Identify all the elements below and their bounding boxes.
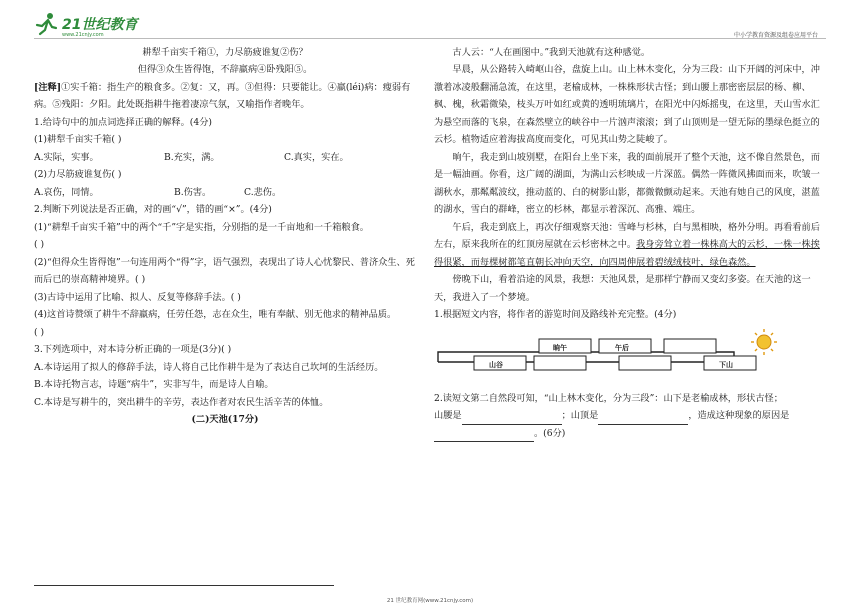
poem-line-1: 耕犁千亩实千箱①，力尽筋疲谁复②伤？: [142, 47, 308, 58]
question-1-2-options: [34, 184, 416, 201]
q2-label-top: ；山顶是: [561, 410, 599, 422]
paragraph-4-text: 午后，我走到底上，再次仔细观察天池：雪峰与杉林，白与黑相映，格外分明。再看看前后左右，原来我所在的红顶房屋就在云杉密林之中。: [434, 221, 820, 251]
q2-label-waist: 山腰是: [434, 410, 462, 422]
page-footer: 21 世纪教育网(www.21cnjy.com): [386, 598, 474, 604]
answer-blank-waist[interactable]: [462, 414, 562, 425]
section-title: (二)天池(17分): [191, 414, 259, 426]
right-column: [434, 44, 828, 442]
option-b: B.充实，满。: [164, 151, 220, 163]
question-2-4: (4)这首诗赞颂了耕牛不辞羸病，任劳任怨，志在众生，唯有奉献、别无他求的精神品质。: [34, 309, 397, 321]
paragraph-5: 傍晚下山，看着沿途的风景，我想：天池风景，是那样宁静而又变幻多姿。在天池的这一天，我进入了一个梦境。: [434, 274, 811, 303]
question-1-1: (1)耕犁千亩实千箱( ): [34, 134, 122, 146]
question-2-4-answer: ( ): [34, 326, 45, 338]
option-a: A.实际，实事。: [34, 151, 99, 163]
option-b: B.伤害。: [174, 186, 212, 198]
header-divider: [34, 38, 826, 39]
option-c: C.真实，实在。: [284, 151, 349, 163]
paragraph-2: 早晨，从公路转入崎岖山谷，盘旋上山。山上林木变化，分为三段：山下开阔的河床中，冲激着冰凌般翻涌急流，在这里，老榆成林，一株株形状古怪；到山腰上那密密层层的杨、柳、枫、槐，秋霜微染，枝头万叶如红或黄的透明琉璃片，在阳光中闪烁摇曳，在这里，天山雪水汇为悬空而落的飞泉，在森然壁立的峡谷中一片汹声滚滚；到了山顶则是一望无际的墨绿色挺立的云杉。植物适应着海拔高度而变化，可见其山势之陡峻了。: [434, 64, 820, 146]
answer-blank-reason[interactable]: [434, 431, 534, 442]
route-path-diagram: [434, 326, 828, 386]
route-label-valley: 山谷: [489, 360, 503, 369]
paragraph-1: 古人云：“人在画图中。”我到天池就有这种感觉。: [452, 47, 651, 58]
left-column: [34, 44, 416, 429]
poem-line-2: 但得③众生皆得饱，不辞羸病④卧残阳⑤。: [137, 64, 313, 76]
reading-question-2-blanks: [434, 407, 828, 424]
option-a: A.哀伤，同情。: [34, 186, 99, 198]
question-2-1-answer: ( ): [34, 239, 45, 251]
logo-subtext: www.21cnjy.com: [62, 32, 104, 38]
reading-question-1: 1.根据短文内容，将作者的游览时间及路线补充完整。(4分): [434, 309, 677, 321]
notes: [34, 79, 416, 114]
question-1-1-options: [34, 149, 416, 166]
question-2-1: (1)“耕犁千亩实千箱”中的两个“千”字是实指，分别指的是一千亩地和一千箱粮食。: [34, 221, 369, 233]
paragraph-4: [434, 219, 828, 271]
option-c: C.悲伤。: [244, 186, 282, 198]
q2-score: 。(6分): [534, 427, 566, 439]
question-1: 1.给诗句中的加点词选择正确的解释。(4分): [34, 116, 212, 128]
underlined-sentence: 我身旁耸立着一株株高大的云杉，一株一株挨得很紧，而每棵树都笔直朝长冲向天空，向四周伸展着碧绒绒枝叶，绿色森然。: [434, 239, 820, 268]
question-2-2: (2)“但得众生皆得饱”一句连用两个“得”字，语气强烈，表现出了诗人心忧黎民、普济众生、死而后已的崇高精神境界。( ): [34, 256, 415, 286]
q2-label-reason: ，造成这种现象的原因是: [688, 410, 790, 422]
logo-text: 21世纪教育: [62, 17, 138, 33]
platform-name: 中小学教育资源及组卷应用平台: [733, 32, 818, 39]
notes-text: ①实千箱：指生产的粮食多。②复：又，再。③但得：只要能让。④羸(léi)病：瘦弱有病。⑤残阳：夕阳。此处既指耕牛拖着凄凉气氛，又喻指作者晚年。: [34, 81, 411, 111]
question-2: 2.判断下列说法是否正确，对的画“√”，错的画“×”。(4分): [34, 204, 272, 216]
question-3-option-b: B.本诗托物言志，诗题“病牛”，实非写牛，而是诗人自喻。: [34, 379, 274, 391]
route-label-descend: 下山: [719, 360, 733, 369]
question-3: 3.下列选项中，对本诗分析正确的一项是(3分)( ): [34, 344, 232, 356]
question-3-option-c: C.本诗是写耕牛的，突出耕牛的辛劳，表达作者对农民生活辛苦的体恤。: [34, 396, 329, 408]
route-diagram: [434, 326, 828, 386]
question-3-option-a: A.本诗运用了拟人的修辞手法，诗人将自己比作耕牛是为了表达自己坎坷的生活经历。: [34, 361, 384, 373]
route-label-afternoon: 午后: [615, 343, 629, 352]
question-1-2: (2)力尽筋疲谁复伤( ): [34, 169, 122, 181]
site-logo: [34, 10, 144, 40]
route-label-noon: 晌午: [553, 343, 567, 352]
paragraph-3: 晌午，我走到山坡别墅，在阳台上坐下来，我的面前展开了整个天池，这不像自然景色，而是一幅油画。你看，这广阔的湖面，为满山云杉映成一片深蓝。偶然一阵微风拂面而来，吹皱一湖秋水，那粼粼波纹，推动蓝的、白的树影山影，都微微颤动起来。天池有她自己的风度，湛蓝的湖水，雪白的群峰，密立的杉林，都显示着深沉、高雅、端庄。: [434, 151, 820, 216]
footer-divider: [34, 585, 334, 586]
reading-question-2-end: [434, 425, 828, 442]
notes-label: [注释]: [34, 81, 62, 93]
sun-icon: [751, 329, 777, 355]
reading-question-2: 2.读短文第二自然段可知，“山上林木变化，分为三段”：山下是老榆成林，形状古怪；: [434, 392, 783, 404]
runner-logo-icon: [34, 12, 60, 36]
answer-blank-top[interactable]: [598, 414, 688, 425]
question-2-3: (3)古诗中运用了比喻、拟人、反复等修辞手法。( ): [34, 291, 241, 303]
